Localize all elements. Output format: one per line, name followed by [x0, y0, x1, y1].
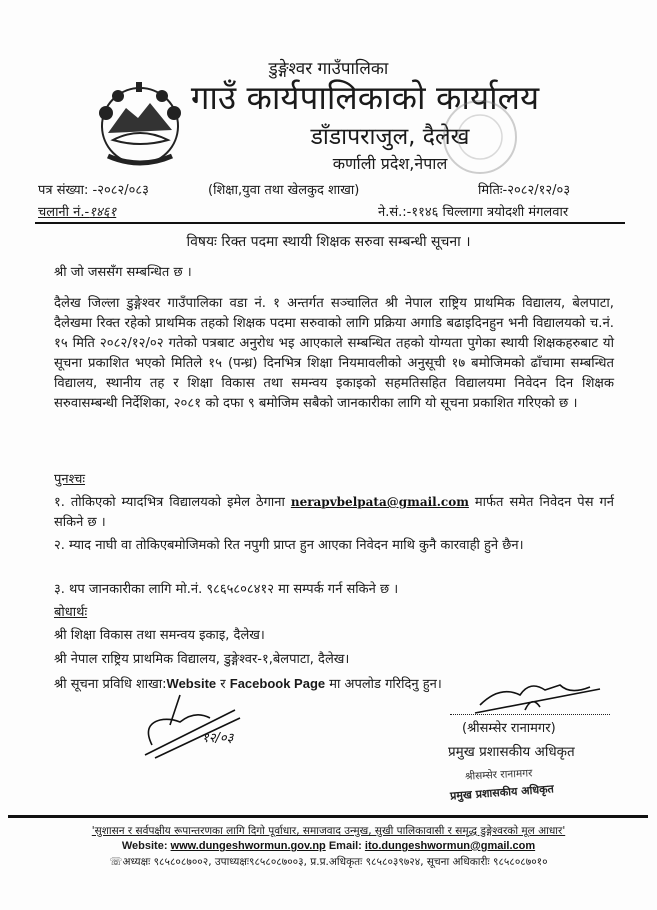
cc-item-it-branch: श्री सूचना प्रविधि शाखा:Website र Facebook Page मा अपलोड गरिदिनु हुन।	[54, 676, 442, 692]
signature-line	[450, 714, 610, 715]
footer-motto: 'सुशासन र सर्वपक्षीय रूपान्तरणका लागि दिगो पूर्वाधार, समाजवाद उन्मुख, सुखी पालिकावासी र समृद्ध डुङ्गेश्वरको मूल आधार'	[91, 825, 566, 837]
footer-divider	[8, 815, 648, 818]
school-email-link[interactable]: nerapvbelpata@gmail.com	[290, 495, 469, 509]
initial-date: १२/०३	[202, 731, 234, 746]
branch-name: (शिक्षा,युवा तथा खेलकुद शाखा)	[208, 183, 360, 198]
stamp-name: श्रीसम्सेर रानामगर	[464, 767, 533, 783]
initial-signature	[140, 690, 250, 760]
municipality-name: डुङ्गेश्वर गाउँपालिका	[268, 59, 389, 79]
stamp-title: प्रमुख प्रशासकीय अधिकृत	[449, 782, 555, 803]
dispatch-number	[38, 202, 116, 220]
notice-body: दैलेख जिल्ला डुङ्गेश्वर गाउँपालिका वडा नं. १ अन्तर्गत सञ्चालित श्री नेपाल राष्ट्रिय प्राथमिक विद्यालय, बेलपाटा, दैलेखमा रिक्त रहेको प्राथमिक तहको शिक्षक पदमा सरुवाको लागि प्रक्रिया अगाडि बढाइदिनहुन भनी विद्यालयको च.नं. १५ मिति २०८२/१२/०२ गतेको पत्रबाट अनुरोध भइ आएकाले सम्बन्धित तहको योग्यता पुगेका स्थायी शिक्षकहरुबाट यो सूचना प्रकाशित भएको मितिले १५ (पन्ध्र) दिनभित्र शिक्षा नियमावलीको अनुसूची १७ बमोजिमको ढाँचामा सम्बन्धित विद्यालय, स्थानीय तह र शिक्षा विकास तथा समन्वय इकाइको सहमतिसहित विद्यालयमा निवेदन दिन शिक्षक सरुवासम्बन्धी निर्देशिका, २०८१ को दफा ९ बमोजिम सबैको जानकारीका लागि यो सूचना प्रकाशित गरिएको छ ।	[54, 296, 614, 411]
footer-email-link[interactable]: ito.dungeshwormun@gmail.com	[364, 840, 536, 852]
cc-item: श्री शिक्षा विकास तथा समन्वय इकाइ, दैलेख।	[54, 628, 265, 643]
cc-heading: बोधार्थः	[54, 605, 88, 620]
letter-date: मितिः-२०८२/१२/०३	[478, 183, 571, 198]
signatory-name: (श्रीसम्सेर रानामगर)	[462, 721, 556, 736]
salutation: श्री जो जससँग सम्बन्धित छ ।	[54, 265, 192, 280]
phone-icon: ☏	[109, 856, 123, 868]
header-divider	[35, 222, 625, 224]
footer-website-link[interactable]: www.dungeshwormun.gov.np	[170, 840, 326, 852]
officer-signature	[470, 675, 610, 715]
footer-contact: Website: www.dungeshwormun.gov.np Email: ito.dungeshwormun@gmail.com	[121, 840, 536, 852]
office-location: डाँडापराजुल, दैलेख	[310, 124, 470, 150]
postscript-item-3: ३. थप जानकारीका लागि मो.नं. ९८६५८०८४१२ मा सम्पर्क गर्न सकिने छ ।	[54, 582, 399, 597]
dispatch-label: चलानी नं.-	[38, 205, 90, 220]
nepal-sambat-date: ने.सं.:-११४६ चिल्लागा त्रयोदशी मंगलवार	[378, 205, 569, 220]
postscript-item-2: २. म्याद नाघी वा तोकिएबमोजिमको रित नपुगी प्राप्त हुन आएका निवेदन माथि कुनै कारवाही हुने छैन।	[54, 538, 524, 553]
dispatch-value: १४६१	[89, 205, 117, 220]
province-name: कर्णाली प्रदेश,नेपाल	[332, 154, 448, 173]
subject-line: विषयः रिक्त पदमा स्थायी शिक्षक सरुवा सम्बन्धी सूचना ।	[186, 234, 471, 250]
office-seal-stamp	[430, 95, 530, 180]
footer-phones: ☏अध्यक्षः ९८५८०८७००२, उपाध्यक्षः९८५८०८७००३, प्र.प्र.अधिकृतः ९८५८०३९७२४, सूचना अधिकारीः ९८५८०८७०१०	[109, 856, 548, 868]
postscript-heading: पुनश्चः	[54, 472, 86, 487]
signatory-title: प्रमुख प्रशासकीय अधिकृत	[448, 744, 575, 760]
cc-item: श्री नेपाल राष्ट्रिय प्राथमिक विद्यालय, डुङ्गेश्वर-१,बेलपाटा, दैलेख।	[54, 652, 350, 667]
letter-number: पत्र संख्या: -२०८२/०८३	[38, 183, 149, 198]
office-title: गाउँ कार्यपालिकाको कार्यालय	[190, 78, 540, 117]
postscript-item-1: १. तोकिएको म्यादभित्र विद्यालयको इमेल ठेगाना nerapvbelpata@gmail.com मार्फत समेत निवेदन पेस गर्न सकिने छ ।	[54, 495, 614, 530]
